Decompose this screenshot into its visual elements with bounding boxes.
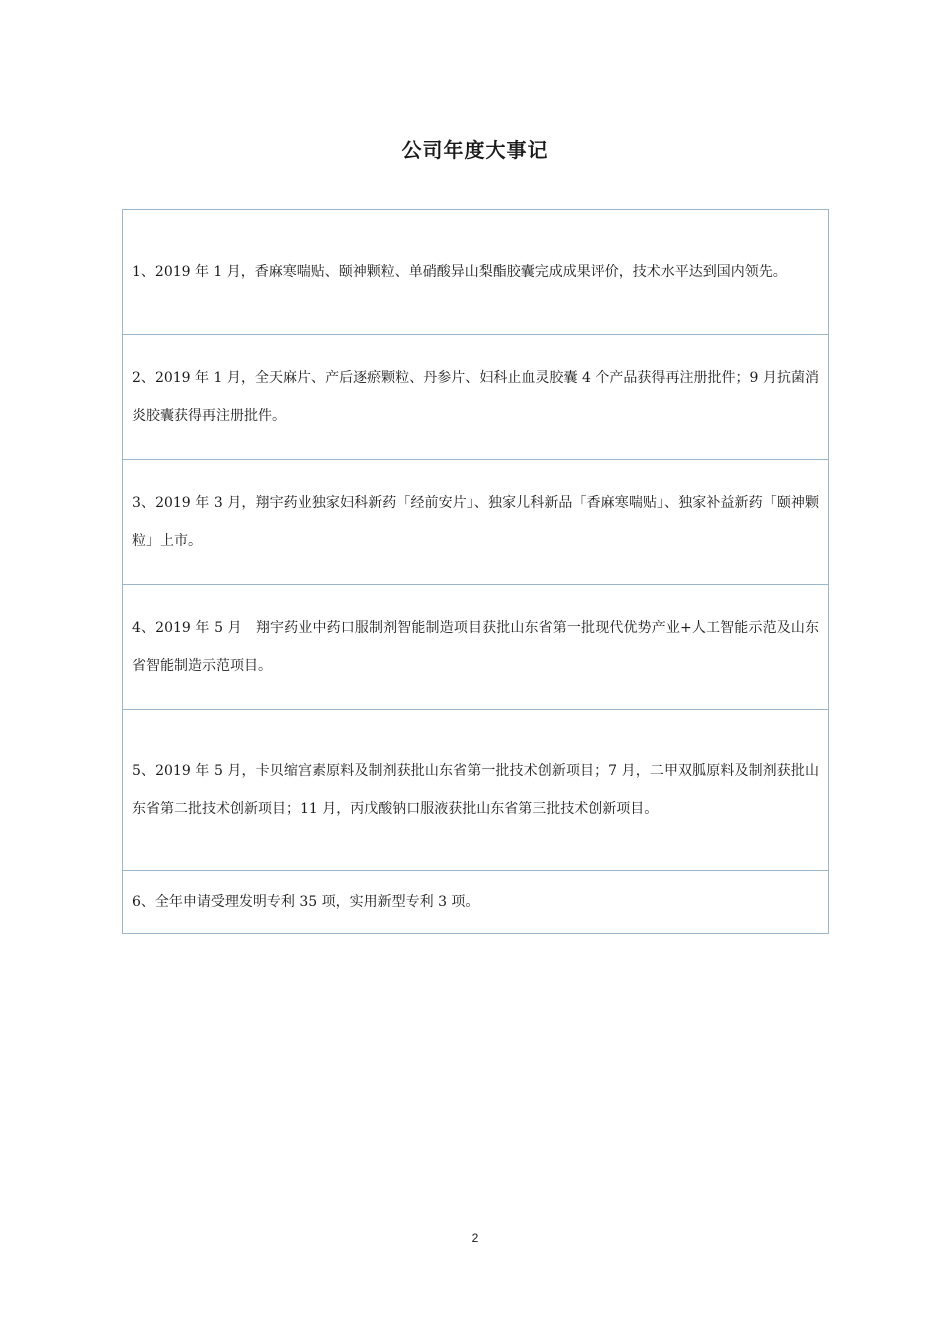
page-number: 2: [471, 1231, 479, 1245]
event-item-6: 6、全年申请受理发明专利 35 项，实用新型专利 3 项。: [123, 871, 829, 934]
table-row: [123, 871, 829, 934]
event-item-4: 4、2019 年 5 月 翔宇药业中药口服制剂智能制造项目获批山东省第一批现代优势产业+人工智能示范及山东省智能制造示范项目。: [123, 585, 829, 710]
table-row: [123, 335, 829, 460]
page-title: 公司年度大事记: [401, 138, 549, 162]
event-item-1: 1、2019 年 1 月，香麻寒喘贴、颐神颗粒、单硝酸异山梨酯胶囊完成成果评价，技术水平达到国内领先。: [123, 210, 829, 335]
table-row: [123, 710, 829, 871]
event-item-3: 3、2019 年 3 月，翔宇药业独家妇科新药「经前安片」、独家儿科新品「香麻寒喘贴」、独家补益新药「颐神颗粒」上市。: [123, 460, 829, 585]
events-table: [122, 209, 829, 934]
event-item-5: 5、2019 年 5 月，卡贝缩宫素原料及制剂获批山东省第一批技术创新项目；7 月，二甲双胍原料及制剂获批山东省第二批技术创新项目；11 月，丙戊酸钠口服液获批山东省第三批技术创新项目。: [123, 710, 829, 871]
table-row: [123, 585, 829, 710]
event-item-2: 2、2019 年 1 月，全天麻片、产后逐瘀颗粒、丹参片、妇科止血灵胶囊 4 个产品获得再注册批件；9 月抗菌消炎胶囊获得再注册批件。: [123, 335, 829, 460]
table-row: [123, 210, 829, 335]
table-row: [123, 460, 829, 585]
